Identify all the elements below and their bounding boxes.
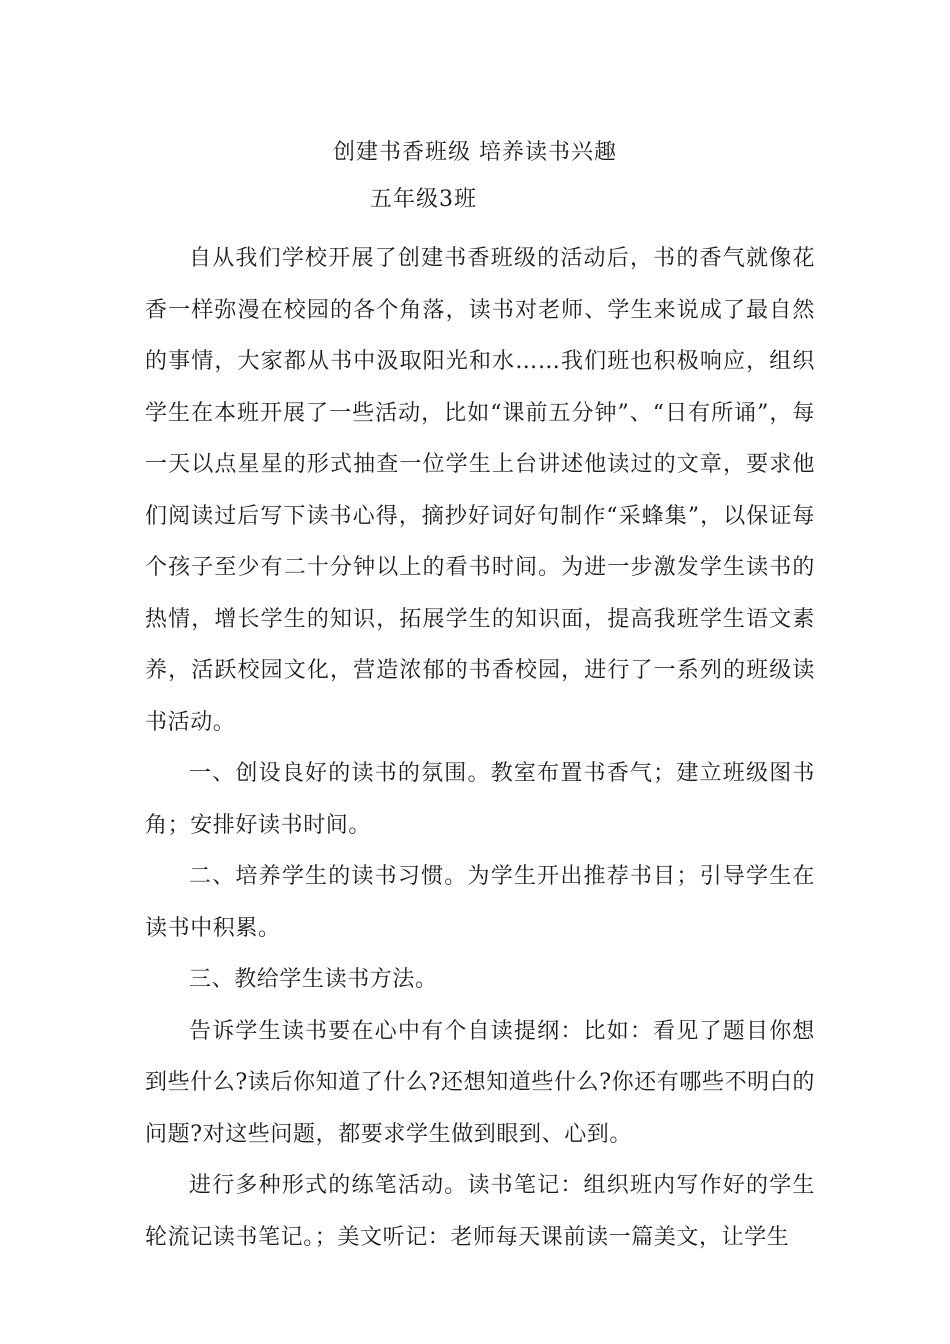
- document-body: [145, 233, 815, 1263]
- paragraph-intro: 自从我们学校开展了创建书香班级的活动后，书的香气就像花香一样弥漫在校园的各个角落，读书对老师、学生来说成了最自然的事情，大家都从书中汲取阳光和水……我们班也积极响应，组织学生在本班开展了一些活动，比如“课前五分钟”、“日有所诵”，每一天以点星星的形式抽查一位学生上台讲述他读过的文章，要求他们阅读过后写下读书心得，摘抄好词好句制作“采蜂集”，以保证每个孩子至少有二十分钟以上的看书时间。为进一步激发学生读书的热情，增长学生的知识，拓展学生的知识面，提高我班学生语文素养，活跃校园文化，营造浓郁的书香校园，进行了一系列的班级读书活动。: [145, 246, 815, 735]
- paragraph-section-3: 三、教给学生读书方法。: [189, 967, 438, 992]
- paragraph-writing-activities: 进行多种形式的练笔活动。读书笔记：组织班内写作好的学生轮流记读书笔记。；美文听记：老师每天课前读一篇美文，让学生: [145, 1173, 815, 1250]
- document-subtitle: 五年级3班: [370, 187, 477, 212]
- paragraph-section-2: 二、培养学生的读书习惯。为学生开出推荐书目；引导学生在读书中积累。: [145, 864, 815, 941]
- paragraph-section-1: 一、创设良好的读书的氛围。教室布置书香气；建立班级图书角；安排好读书时间。: [145, 761, 815, 838]
- paragraph-reading-outline: 告诉学生读书要在心中有个自读提纲：比如：看见了题目你想到些什么?读后你知道了什么?还想知道些什么?你还有哪些不明白的问题?对这些问题，都要求学生做到眼到、心到。: [145, 1018, 815, 1147]
- document-title: 创建书香班级 培养读书兴趣: [333, 140, 617, 165]
